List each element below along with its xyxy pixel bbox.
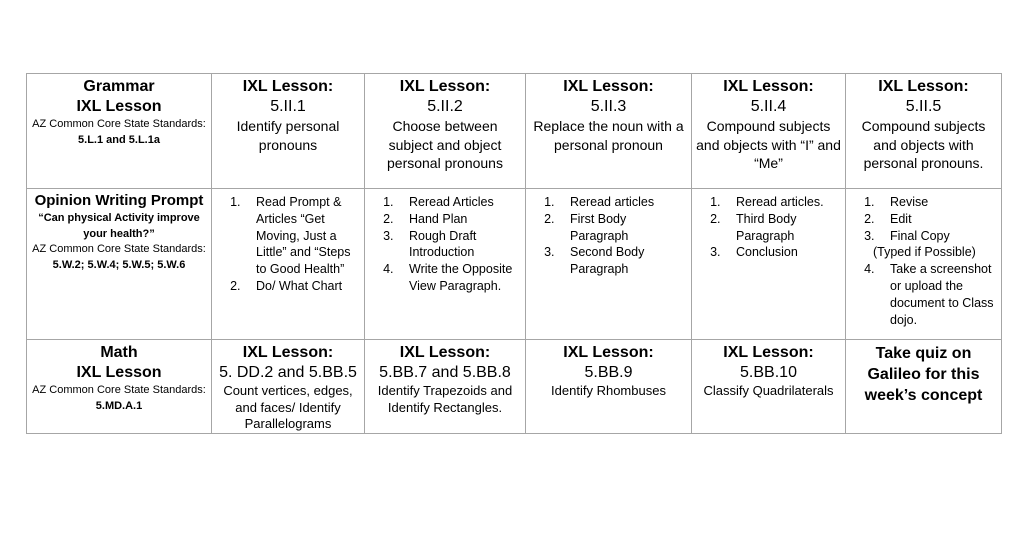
step-item: 1. Reread Articles [397, 194, 521, 211]
lesson-heading: IXL Lesson: [723, 78, 814, 95]
writing-day-cell [692, 189, 846, 340]
math-row [27, 340, 1002, 434]
lesson-heading: IXL Lesson: [399, 344, 491, 361]
step-item: 1. Revise [878, 194, 997, 211]
writing-standards: 5.W.2; 5.W.4; 5.W.5; 5.W.6 [52, 259, 186, 271]
step-item: 2. Hand Plan [397, 211, 521, 228]
math-standards-text: AZ Common Core State Standards: [32, 384, 206, 396]
step-list [369, 194, 521, 295]
math-standards: 5.MD.A.1 [95, 400, 143, 412]
lesson-description: Identify personal pronouns [236, 118, 340, 153]
lesson-code: 5. DD.2 and 5.BB.5 [219, 364, 357, 381]
lesson-code: 5.II.2 [427, 98, 463, 115]
lesson-heading: IXL Lesson: [563, 78, 654, 95]
lesson-description: Count vertices, edges, and faces/ Identify Parallelograms [223, 383, 353, 431]
lesson-heading: IXL Lesson: [242, 78, 334, 95]
lesson-description: Replace the noun with a personal pronoun [533, 118, 684, 153]
writing-day-cell [212, 189, 365, 340]
lesson-code: 5.BB.7 and 5.BB.8 [379, 364, 511, 381]
step-list [216, 194, 360, 295]
step-item: 4. Write the Opposite View Paragraph. [397, 261, 521, 295]
lesson-heading: IXL Lesson: [563, 344, 654, 361]
writing-day-cell [526, 189, 692, 340]
lesson-code: 5.II.4 [750, 98, 787, 115]
lesson-description: Identify Trapezoids and Identify Rectangles. [377, 383, 513, 415]
step-item: 3. Second Body Paragraph [558, 244, 687, 278]
step-item: 3. Rough Draft Introduction [397, 228, 521, 262]
step-item: 2. Third Body Paragraph [724, 211, 841, 245]
math-lesson-cell [526, 340, 692, 434]
lesson-heading: IXL Lesson: [723, 344, 814, 361]
lesson-plan-table [26, 73, 1002, 434]
lesson-description: Compound subjects and objects with personal pronouns. [861, 118, 986, 171]
grammar-standards: 5.L.1 and 5.L.1a [78, 134, 160, 146]
step-item: 1. Read Prompt & Articles “Get Moving, Just a Little” and “Steps to Good Health” [244, 194, 360, 278]
lesson-code: 5.II.5 [905, 98, 942, 115]
grammar-row [27, 74, 1002, 189]
grammar-lesson-cell [526, 74, 692, 189]
writing-title: Opinion Writing Prompt [34, 192, 204, 209]
lesson-description: Choose between subject and object personal pronouns [387, 118, 503, 171]
step-item: 4. Take a screenshot or upload the document to Class dojo. [878, 261, 997, 328]
step-item: 1. Reread articles [558, 194, 687, 211]
step-item: 3. Conclusion [724, 244, 841, 261]
grammar-subtitle: IXL Lesson [76, 98, 162, 115]
grammar-standards-text: AZ Common Core State Standards: [32, 118, 206, 130]
grammar-lesson-cell [212, 74, 365, 189]
step-note: (Typed if Possible) [873, 245, 976, 260]
math-lesson-cell [212, 340, 365, 434]
math-title: Math [100, 344, 138, 361]
step-list [696, 194, 841, 261]
grammar-lesson-cell [692, 74, 846, 189]
lesson-code: 5.BB.9 [584, 364, 633, 381]
writing-standards-text: AZ Common Core State Standards: [32, 243, 206, 255]
writing-row [27, 189, 1002, 340]
step-item: 1. Reread articles. [724, 194, 841, 211]
lesson-heading: IXL Lesson: [878, 78, 969, 95]
lesson-code: 5.BB.10 [740, 364, 797, 381]
lesson-heading: IXL Lesson: [242, 344, 334, 361]
grammar-lesson-cell [365, 74, 526, 189]
writing-day-cell [365, 189, 526, 340]
step-item: 3. Final Copy [878, 228, 997, 245]
writing-prompt: “Can physical Activity improve your health?” [38, 212, 200, 240]
math-label-cell [27, 340, 212, 434]
grammar-title: Grammar [83, 78, 155, 95]
math-quiz-cell [846, 340, 1002, 434]
quiz-instruction: Take quiz on Galileo for this week’s concept [864, 345, 983, 404]
math-lesson-cell [692, 340, 846, 434]
math-lesson-cell [365, 340, 526, 434]
grammar-label-cell [27, 74, 212, 189]
lesson-code: 5.II.1 [270, 98, 306, 115]
step-list [850, 261, 997, 328]
lesson-description: Compound subjects and objects with “I” and “Me” [696, 118, 841, 171]
step-item: 2. First Body Paragraph [558, 211, 687, 245]
writing-label-cell [27, 189, 212, 340]
lesson-heading: IXL Lesson: [399, 78, 491, 95]
math-subtitle: IXL Lesson [76, 364, 162, 381]
step-list [530, 194, 687, 278]
step-item: 2. Edit [878, 211, 997, 228]
step-list [850, 194, 997, 244]
lesson-description: Classify Quadrilaterals [703, 383, 834, 398]
lesson-code: 5.II.3 [590, 98, 627, 115]
grammar-lesson-cell [846, 74, 1002, 189]
lesson-description: Identify Rhombuses [551, 383, 666, 398]
writing-day-cell [846, 189, 1002, 340]
step-item: 2. Do/ What Chart [244, 278, 360, 295]
